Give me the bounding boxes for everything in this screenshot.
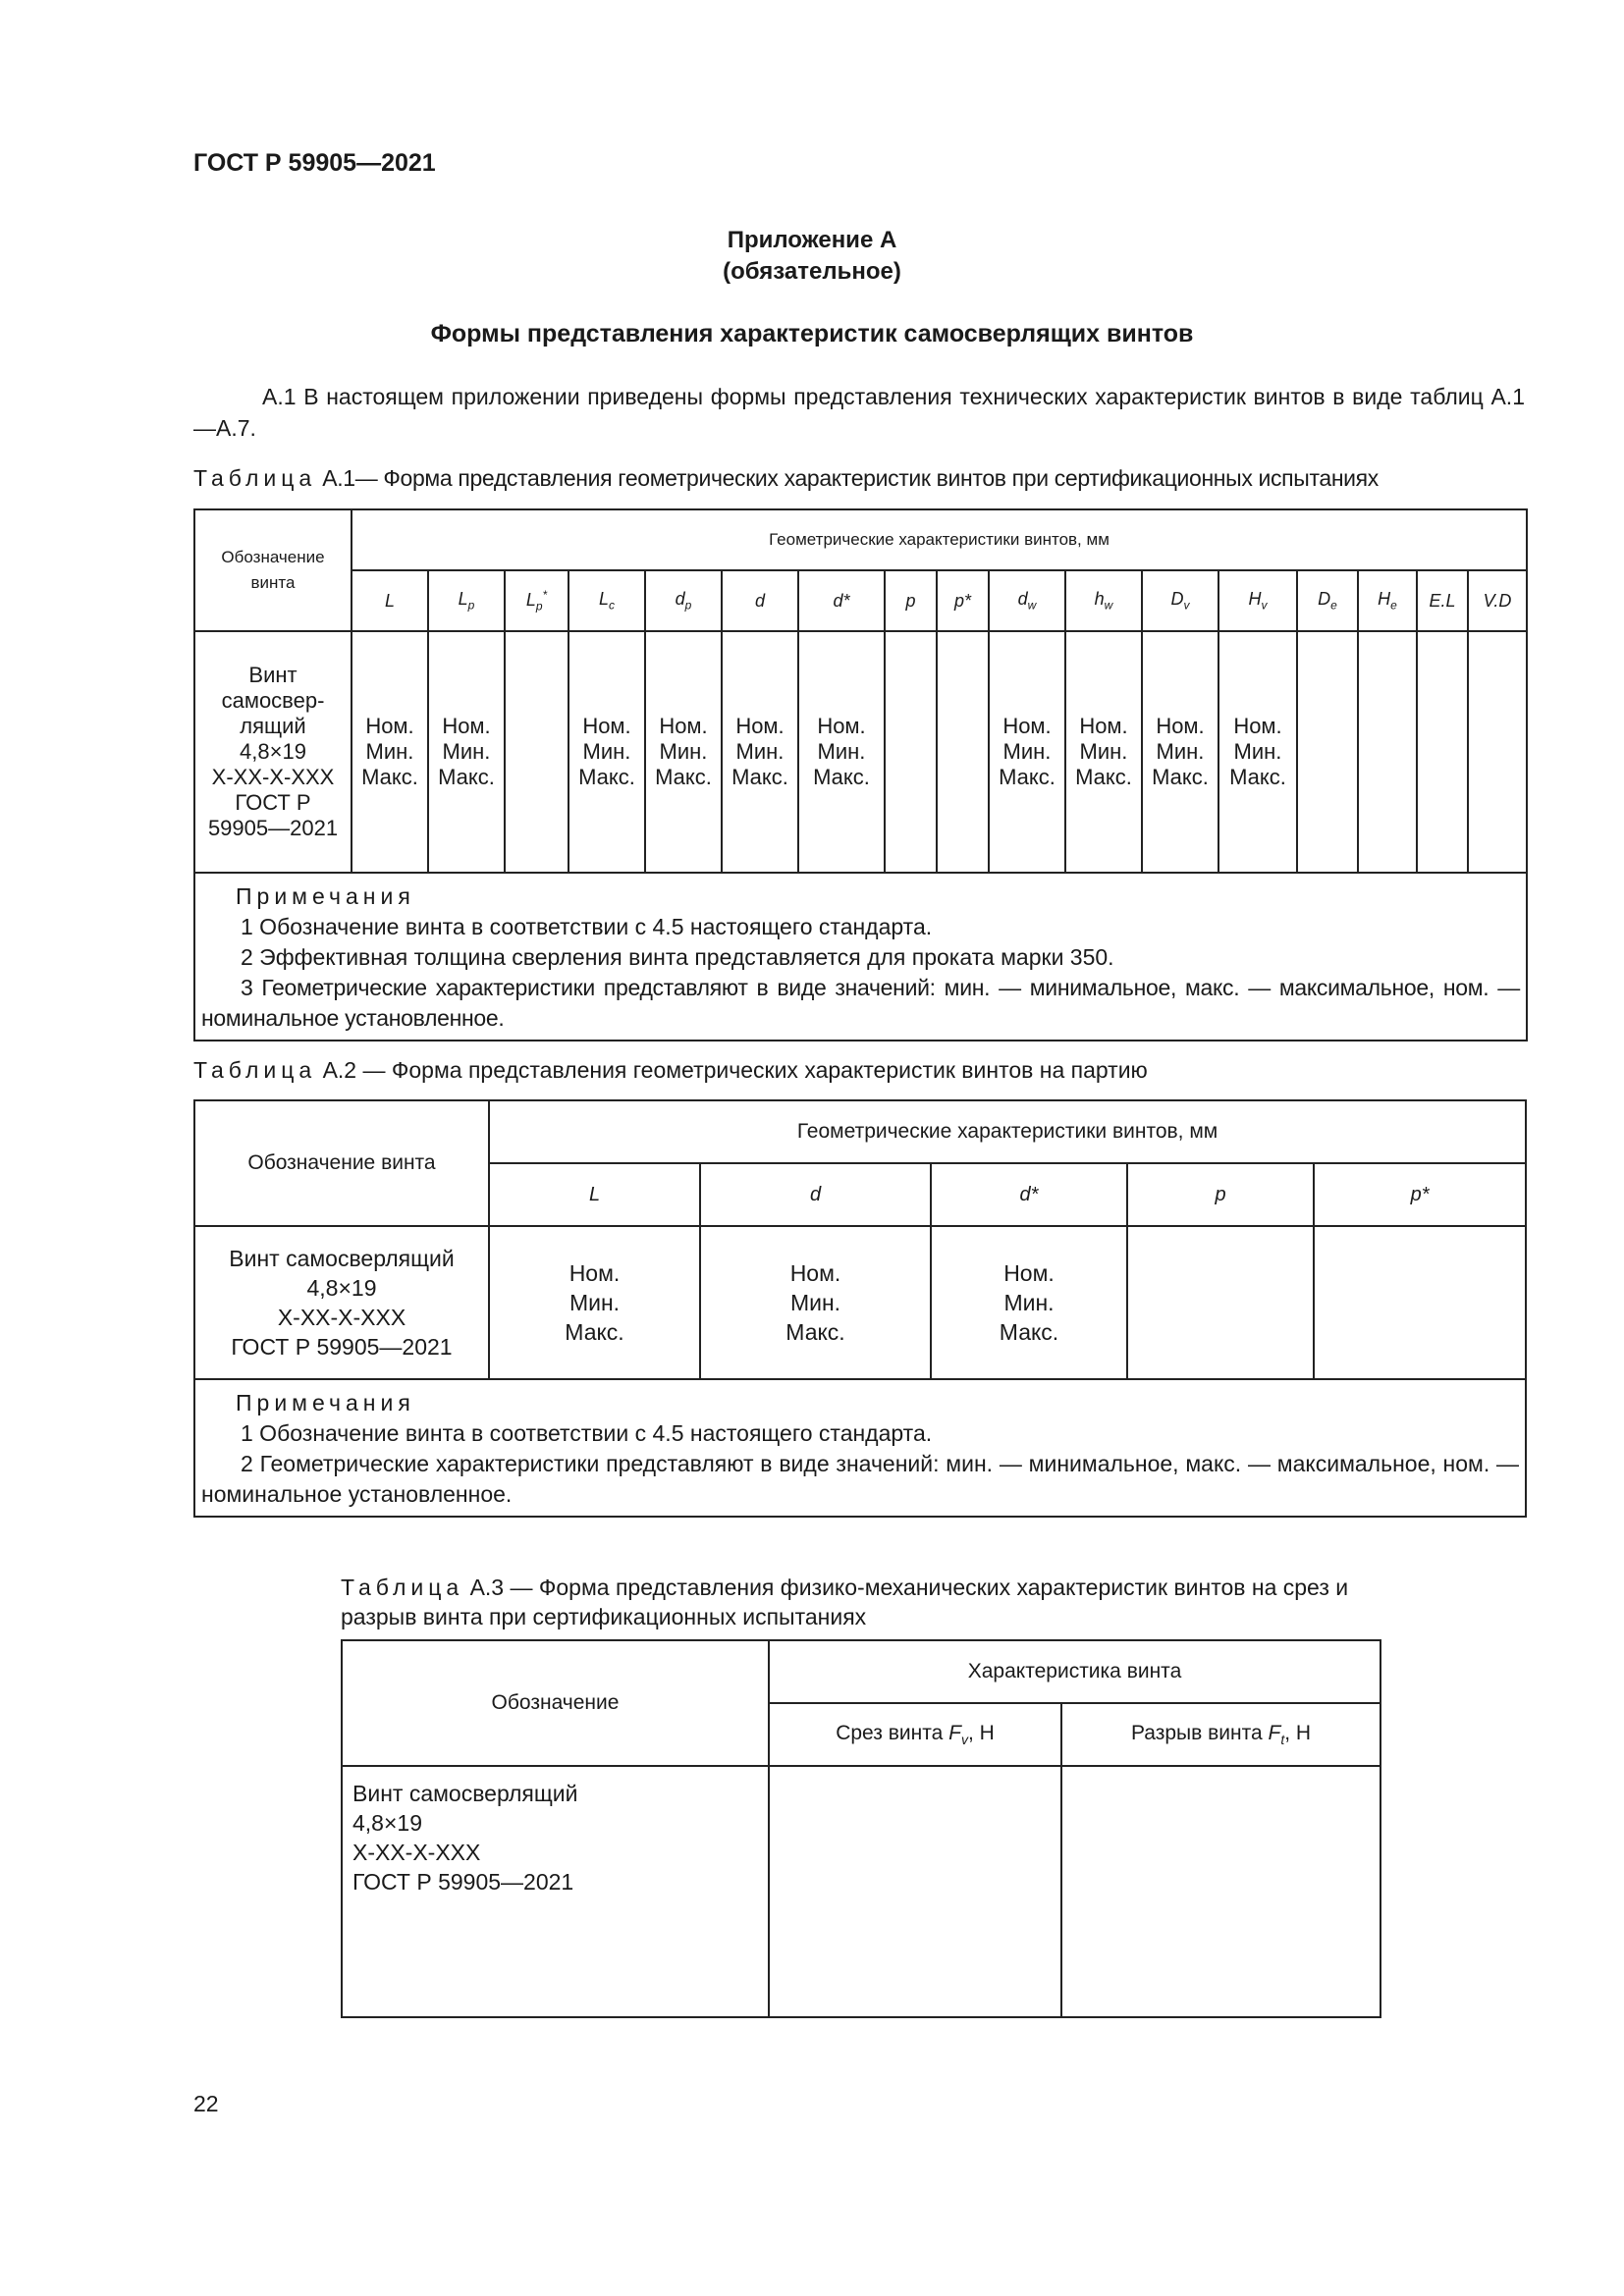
symbol-text: $H_v$ <box>1248 589 1268 613</box>
value-cell <box>505 631 568 873</box>
symbol-header <box>489 1163 700 1226</box>
value-cell: Ном. Мин. Макс. <box>700 1226 931 1379</box>
table-title: — Форма представления физико-механических характеристик винтов на срез и разрыв винта при сертификационных испытаниях <box>341 1575 1349 1629</box>
row-designation <box>342 1766 769 2017</box>
table1-caption <box>193 463 1379 493</box>
symbol-text: d* <box>833 590 850 611</box>
tensile-subscript: t <box>1280 1732 1285 1748</box>
symbol-text: $d_w$ <box>1017 589 1037 613</box>
table-word: Таблица <box>341 1575 464 1600</box>
symbol-text: L <box>384 590 395 611</box>
symbol-text: p <box>905 590 916 611</box>
symbol-header <box>505 570 568 631</box>
tensile-symbol: F <box>1268 1721 1281 1744</box>
page-number: 22 <box>193 2091 219 2116</box>
symbol-header <box>700 1163 931 1226</box>
symbol-text: E.L <box>1429 590 1456 611</box>
document-code: ГОСТ Р 59905—2021 <box>193 149 436 177</box>
designation-line: Винт самосверлящий <box>352 1781 578 1806</box>
designation-line: 4,8×19 <box>352 1810 422 1836</box>
table-title: — Форма представления геометрических характеристик винтов на партию <box>362 1057 1148 1083</box>
table-row <box>194 1226 1526 1379</box>
table-number: А.2 <box>322 1057 357 1083</box>
designation-line: самосвер- <box>221 688 325 713</box>
row-designation <box>194 631 352 873</box>
value-cell <box>1417 631 1468 873</box>
symbol-header <box>931 1163 1127 1226</box>
symbol-header <box>885 570 937 631</box>
shear-subscript: v <box>960 1732 968 1748</box>
value-cell: Ном. Мин. Макс. <box>568 631 645 873</box>
table-number: А.3 <box>469 1575 505 1600</box>
notes-title: Примечания <box>236 883 415 909</box>
symbol-text: $L_p^*$ <box>525 588 548 614</box>
value-cell <box>937 631 989 873</box>
note-item: 1 Обозначение винта в соответствии с 4.5 настоящего стандарта. <box>241 914 933 939</box>
symbol-text: $D_e$ <box>1318 589 1337 613</box>
symbol-text: V.D <box>1483 590 1512 611</box>
table-row <box>194 631 1527 873</box>
symbol-header <box>1142 570 1218 631</box>
annex-title: Приложение А <box>727 227 897 253</box>
symbol-text: $L_p$ <box>458 589 475 613</box>
table-word: Таблица <box>193 1057 317 1083</box>
table-number: А.1 <box>322 465 355 491</box>
row-designation <box>194 1226 489 1379</box>
symbol-header <box>1417 570 1468 631</box>
designation-line: ГОСТ Р 59905—2021 <box>352 1869 574 1895</box>
symbol-text: $D_v$ <box>1170 589 1190 613</box>
symbol-text: d <box>809 1183 822 1205</box>
designation-line: 4,8×19 <box>306 1275 377 1301</box>
unit: , Н <box>967 1721 995 1744</box>
symbol-header <box>937 570 989 631</box>
designation-line: 4,8×19 <box>240 739 306 764</box>
table-a3 <box>341 1639 1381 2018</box>
table1-notes <box>194 873 1527 1041</box>
value-cell: Ном. Мин. Макс. <box>931 1226 1127 1379</box>
symbol-header <box>1358 570 1417 631</box>
value-cell: Ном. Мин. Макс. <box>1142 631 1218 873</box>
symbols-row <box>194 570 1527 631</box>
designation-line: Х-ХХ-Х-ХХХ <box>352 1840 481 1865</box>
symbol-header <box>1468 570 1527 631</box>
symbol-header <box>352 570 428 631</box>
value-cell: Ном. Мин. Макс. <box>989 631 1065 873</box>
value-cell: Ном. Мин. Макс. <box>489 1226 700 1379</box>
shear-symbol: F <box>948 1721 961 1744</box>
symbol-text: $d_p$ <box>675 589 692 613</box>
note-item: 2 Геометрические характеристики представляют в виде значений: мин. — минимальное, макс. — максимальное, ном. — номинальное установленное. <box>201 1451 1520 1507</box>
designation-line: Винт самосверлящий <box>229 1246 455 1271</box>
symbol-text: p <box>1215 1183 1226 1205</box>
designation-line: Х-ХХ-Х-ХХХ <box>277 1305 406 1330</box>
symbol-text: p* <box>953 590 971 611</box>
table-word: Таблица <box>193 465 317 491</box>
annex-heading: Формы представления характеристик самосверлящих винтов <box>430 320 1194 347</box>
symbol-text: $h_w$ <box>1094 589 1113 613</box>
designation-line: 59905—2021 <box>207 816 339 840</box>
symbol-header <box>989 570 1065 631</box>
symbol-header <box>1297 570 1358 631</box>
table2-notes <box>194 1379 1526 1517</box>
value-cell <box>1297 631 1358 873</box>
value-cell: Ном. Мин. Макс. <box>352 631 428 873</box>
designation-header: Обозначение винта <box>194 1100 489 1226</box>
value-cell: Ном. Мин. Макс. <box>645 631 722 873</box>
group-header: Геометрические характеристики винтов, мм <box>489 1100 1526 1163</box>
symbol-header <box>1127 1163 1314 1226</box>
value-cell: Ном. Мин. Макс. <box>1218 631 1297 873</box>
designation-line: Винт <box>248 663 298 687</box>
value-cell <box>1468 631 1527 873</box>
designation-line: ГОСТ Р <box>235 790 311 815</box>
value-cell <box>1358 631 1417 873</box>
note-item: 3 Геометрические характеристики представляют в виде значений: мин. — минимальное, макс. — максимальное, ном. — номинальное установленное. <box>201 975 1521 1031</box>
value-cell: Ном. Мин. Макс. <box>798 631 885 873</box>
designation-line: Х-ХХ-Х-ХХХ <box>211 765 335 789</box>
table-a1 <box>193 508 1528 1041</box>
annex-status: (обязательное) <box>723 258 901 285</box>
group-header: Характеристика винта <box>769 1640 1380 1703</box>
symbol-text: d <box>754 590 765 611</box>
value-cell: Ном. Мин. Макс. <box>428 631 505 873</box>
value-cell: Ном. Мин. Макс. <box>1065 631 1142 873</box>
designation-header: Обозначение <box>342 1640 769 1766</box>
value-cell <box>1314 1226 1526 1379</box>
symbol-text: $H_e$ <box>1378 589 1397 613</box>
symbol-header <box>568 570 645 631</box>
designation-header: Обозначение винта <box>194 509 352 631</box>
symbol-header <box>1065 570 1142 631</box>
note-item: 2 Эффективная толщина сверления винта представляется для проката марки 350. <box>241 944 1114 970</box>
designation-line: ГОСТ Р 59905—2021 <box>231 1334 453 1360</box>
symbol-header <box>428 570 505 631</box>
symbol-header <box>1314 1163 1526 1226</box>
symbol-header <box>798 570 885 631</box>
tensile-label: Разрыв винта <box>1130 1721 1263 1744</box>
symbol-text: $L_c$ <box>598 589 615 613</box>
symbol-text: p* <box>1410 1183 1430 1205</box>
table3-caption <box>341 1573 1372 1631</box>
shear-label: Срез винта <box>836 1721 944 1744</box>
symbol-text: L <box>588 1183 601 1205</box>
intro-paragraph: А.1 В настоящем приложении приведены формы представления технических характеристик винтов в виде таблиц А.1—А.7. <box>193 384 1525 441</box>
table2-caption <box>193 1055 1148 1085</box>
symbol-header <box>1218 570 1297 631</box>
value-cell: Ном. Мин. Макс. <box>722 631 798 873</box>
shear-header <box>769 1703 1061 1766</box>
group-header: Геометрические характеристики винтов, мм <box>352 509 1527 570</box>
table-a2 <box>193 1099 1527 1518</box>
tensile-header <box>1061 1703 1380 1766</box>
designation-line: лящий <box>240 714 306 738</box>
value-cell <box>1127 1226 1314 1379</box>
tensile-value-cell <box>1061 1766 1380 2017</box>
notes-title: Примечания <box>236 1390 415 1415</box>
symbol-text: d* <box>1019 1183 1039 1205</box>
shear-value-cell <box>769 1766 1061 2017</box>
unit: , Н <box>1284 1721 1312 1744</box>
note-item: 1 Обозначение винта в соответствии с 4.5 настоящего стандарта. <box>241 1420 933 1446</box>
table-title: — Форма представления геометрических характеристик винтов при сертификационных испытаниях <box>354 465 1379 491</box>
symbol-header <box>645 570 722 631</box>
symbol-header <box>722 570 798 631</box>
value-cell <box>885 631 937 873</box>
